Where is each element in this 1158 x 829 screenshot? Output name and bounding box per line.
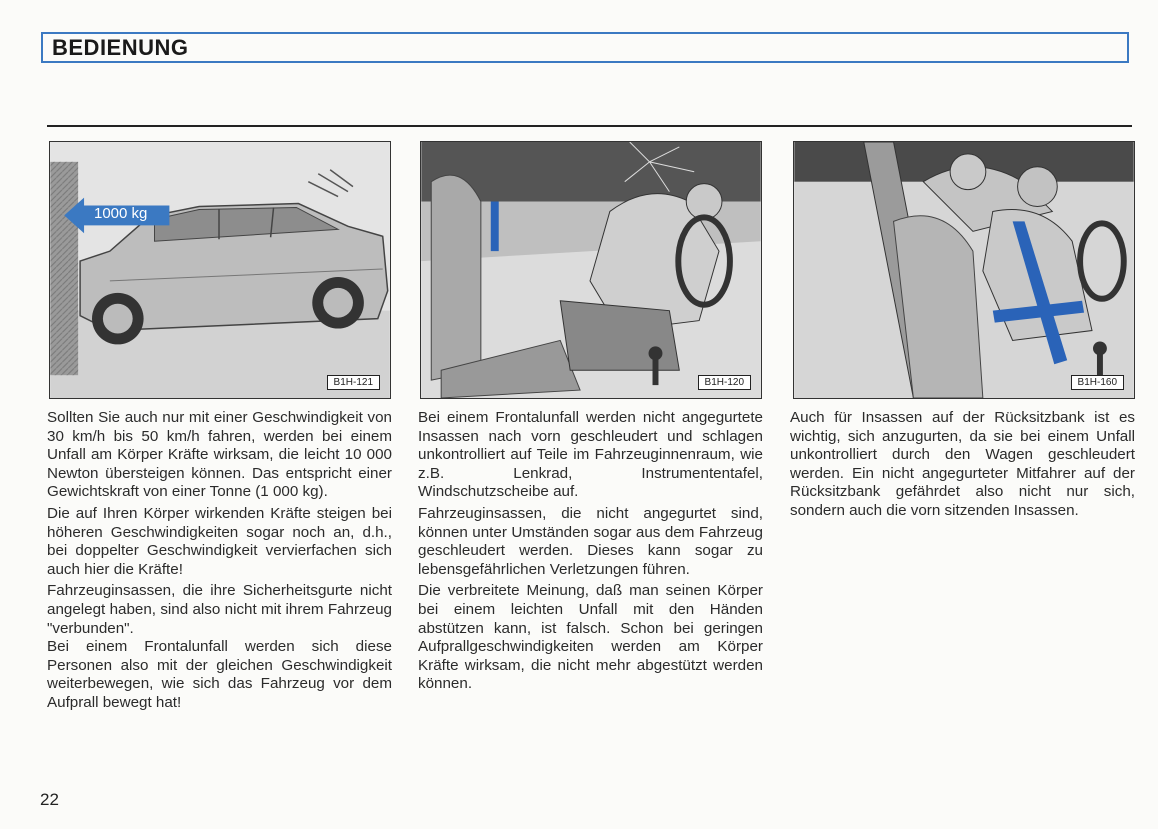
- paragraph: Sollten Sie auch nur mit einer Geschwindigkeit von 30 km/h bis 50 km/h fahren, werden bei einem Unfall am Körper Kräfte wirksam, die leicht 10 000 Newton übersteigen können. Das entspricht einer Gewichtskraft von einer Tonne (1 000 kg).: [47, 409, 392, 501]
- text-column-1: [47, 409, 392, 716]
- text-column-2: [418, 409, 763, 697]
- figure-code: B1H-120: [698, 375, 751, 390]
- figure-code: B1H-160: [1071, 375, 1124, 390]
- car-crash-illustration: [50, 142, 390, 398]
- rear-passenger-illustration: [794, 142, 1134, 398]
- section-title: BEDIENUNG: [52, 35, 189, 60]
- paragraph: Die verbreitete Meinung, daß man seinen Körper bei einem leichten Unfall mit den Händen abstützen kann, ist falsch. Schon bei geringen Aufprallgeschwindigkeiten werden am Körper Kräfte wirksam, die nicht mehr abgestützt werden können.: [418, 582, 763, 693]
- text-column-3: [790, 409, 1135, 524]
- paragraph: Fahrzeuginsassen, die ihre Sicherheitsgurte nicht angelegt haben, sind also nicht mit ihrem Fahrzeug "verbunden".: [47, 582, 392, 637]
- driver-thrown-illustration: [421, 142, 761, 398]
- paragraph: Die auf Ihren Körper wirkenden Kräfte steigen bei höheren Geschwindigkeiten sogar noch an, d.h., bei doppelter Geschwindigkeit vervierfachen sich auch hier die Kräfte!: [47, 504, 392, 578]
- figure-car-crash: [49, 141, 391, 399]
- force-badge-text: 1000 kg: [94, 205, 148, 222]
- paragraph: Bei einem Frontalunfall werden nicht angegurtete Insassen nach vorn geschleudert und schlagen unkontrolliert auf Teile im Fahrzeuginnenraum, wie z.B. Lenkrad, Instrumententafel, Windschutzscheibe auf.: [418, 409, 763, 501]
- paragraph: Bei einem Frontalunfall werden sich diese Personen also mit der gleichen Geschwindigkeit weiterbewegen, wie sich das Fahrzeug vor dem Aufprall bewegt hat!: [47, 638, 392, 711]
- page-number: 22: [40, 790, 59, 809]
- horizontal-rule: [47, 125, 1132, 127]
- paragraph: Auch für Insassen auf der Rücksitzbank ist es wichtig, sich anzugurten, da sie bei einem Unfall unkontrolliert durch den Wagen geschleudert werden. Ein nicht angegurteter Mitfahrer auf der Rücksitzbank gefährdet also nicht nur sich, sondern auch die vorn sitzenden Insassen.: [790, 409, 1135, 519]
- figure-code: B1H-121: [327, 375, 380, 390]
- figure-rear-passenger: [793, 141, 1135, 399]
- section-header: [41, 32, 1129, 63]
- paragraph: Fahrzeuginsassen, die nicht angegurtet sind, können unter Umständen sogar aus dem Fahrzeug geschleudert werden. Dieses kann sogar zu lebensgefährlichen Verletzungen führen.: [418, 504, 763, 578]
- figure-driver-thrown: [420, 141, 762, 399]
